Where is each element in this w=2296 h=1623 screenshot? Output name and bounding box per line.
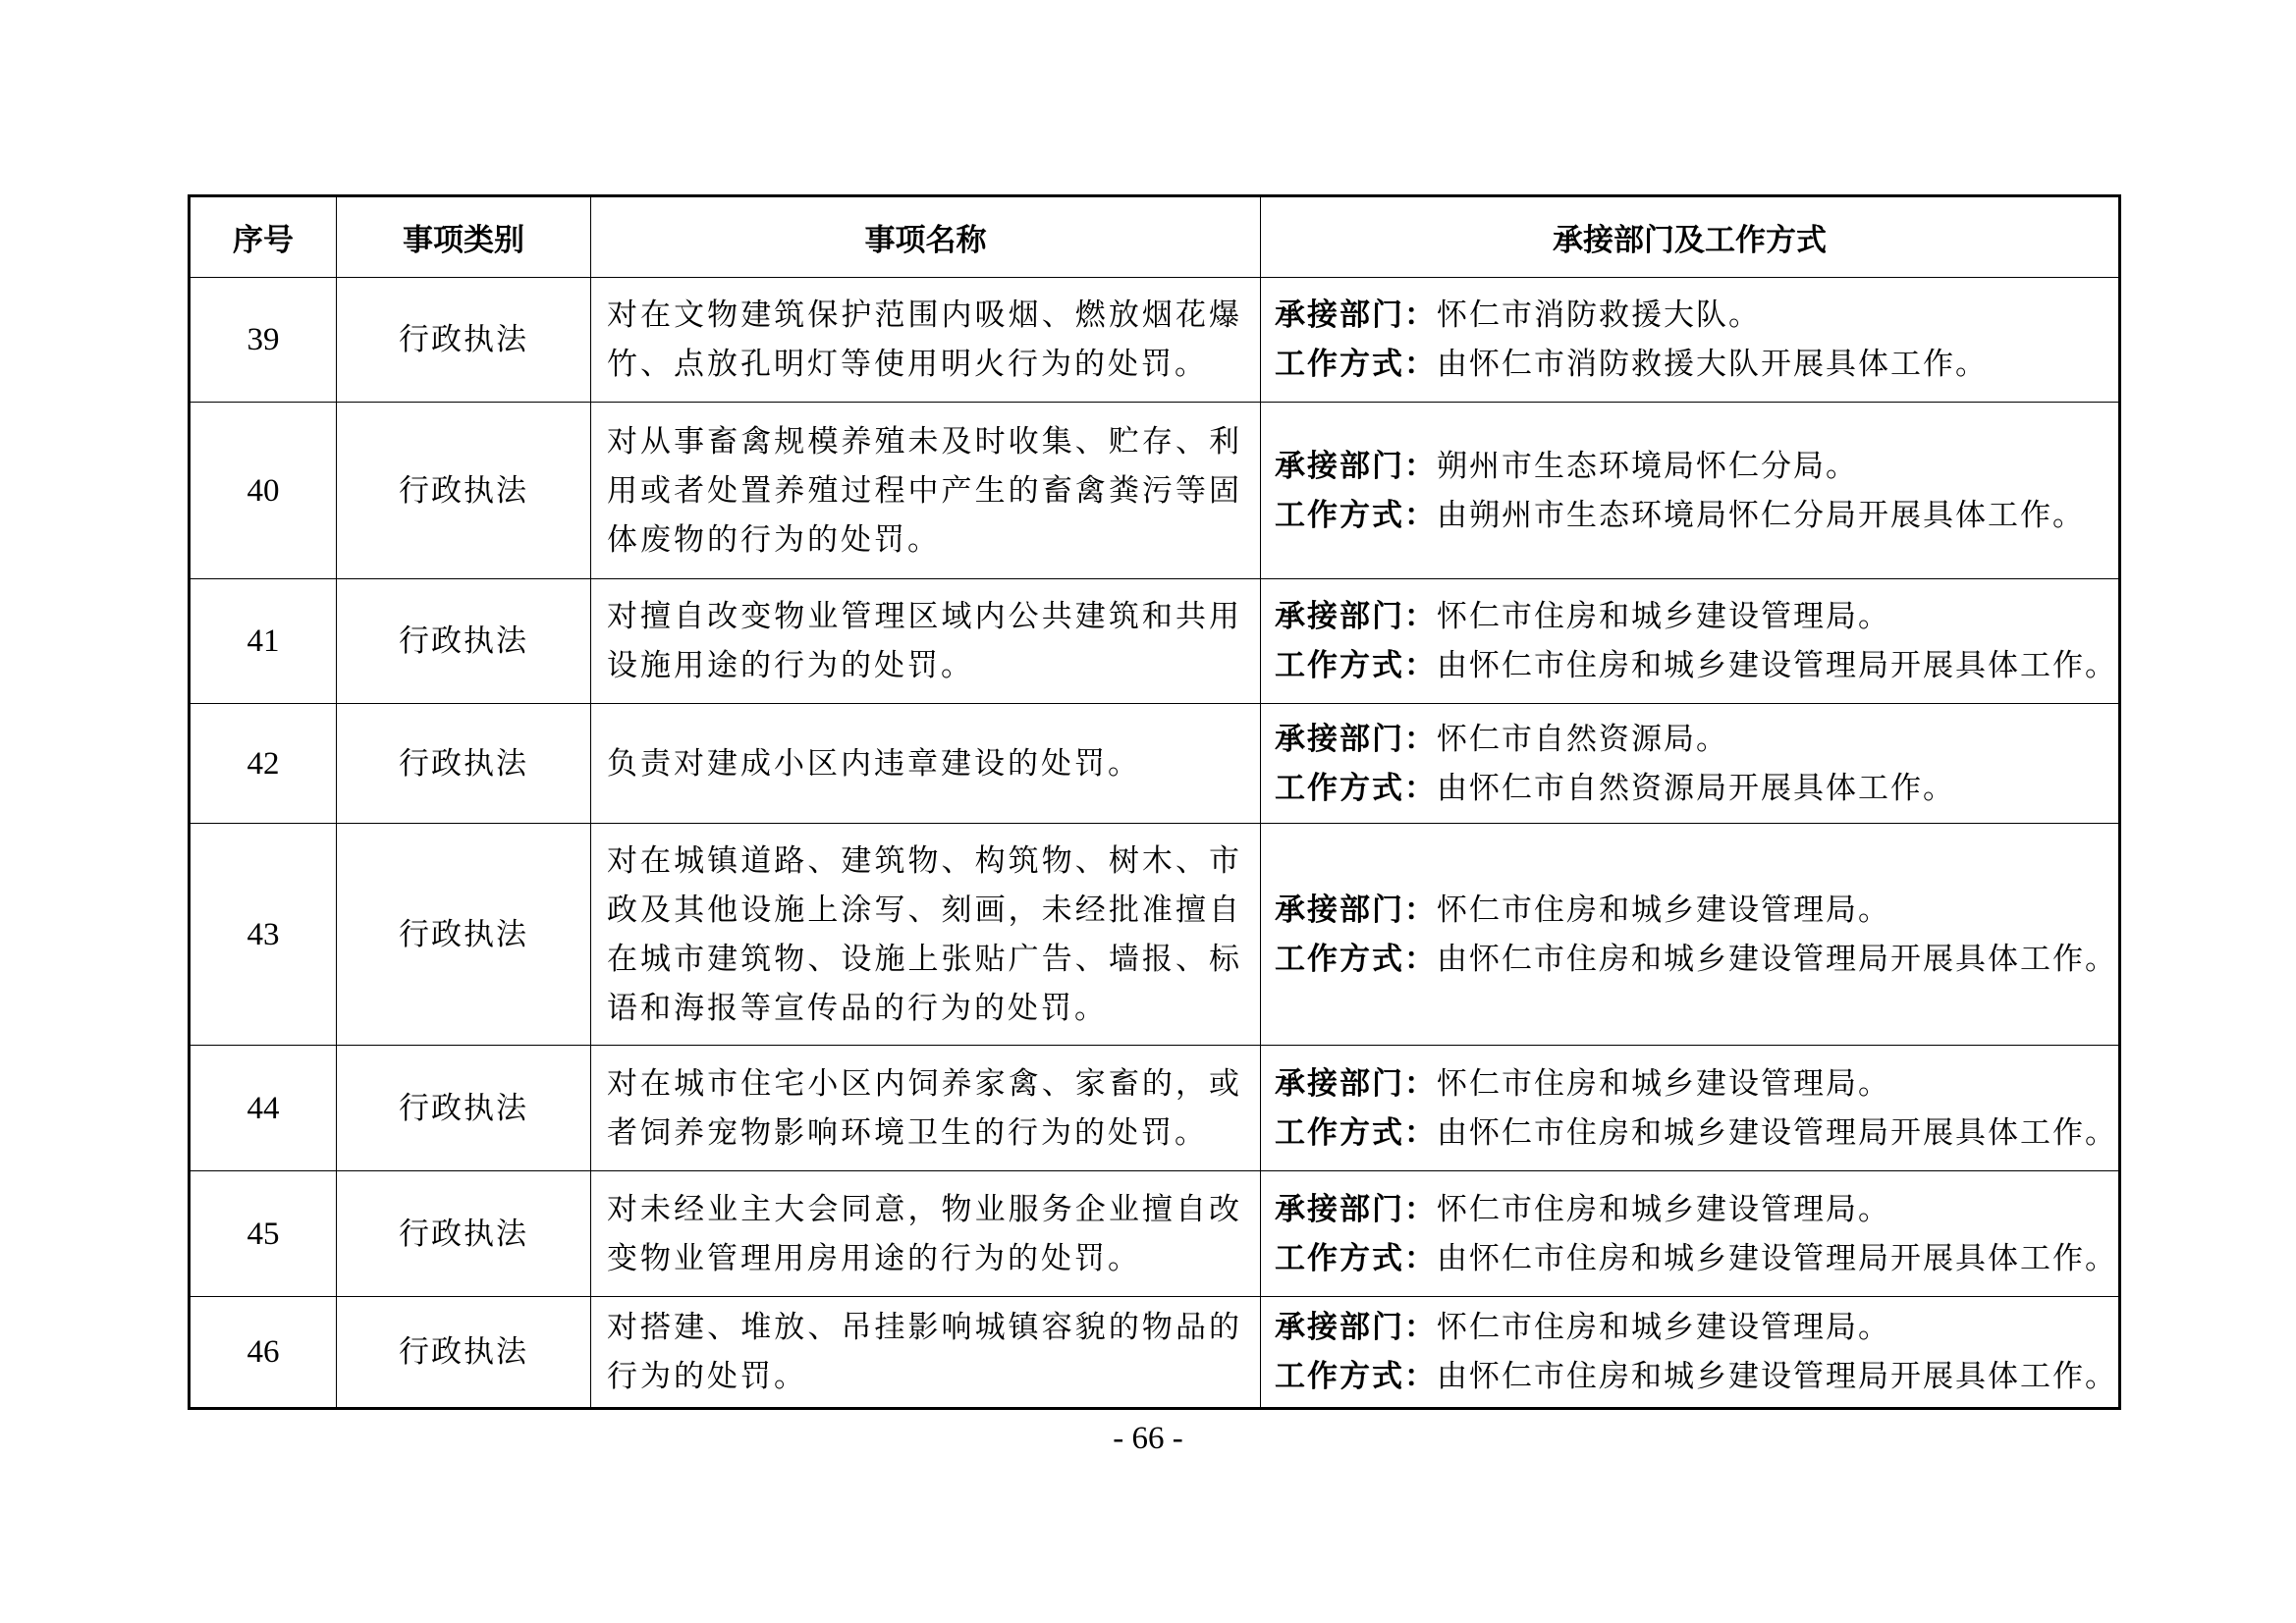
row-category: 行政执法 — [337, 579, 591, 704]
dept-value: 怀仁市住房和城乡建设管理局。 — [1437, 1191, 1890, 1227]
method-label: 工作方式： — [1275, 497, 1437, 533]
row-number: 39 — [190, 278, 337, 403]
row-category: 行政执法 — [337, 1171, 591, 1297]
dept-value: 怀仁市住房和城乡建设管理局。 — [1437, 599, 1890, 634]
method-line — [1275, 764, 2108, 813]
table-row — [190, 278, 2120, 403]
dept-label: 承接部门： — [1275, 599, 1437, 634]
method-label: 工作方式： — [1275, 648, 1437, 683]
method-line — [1275, 1352, 2117, 1401]
dept-label: 承接部门： — [1275, 1065, 1437, 1102]
method-line — [1275, 491, 2108, 540]
method-value: 由怀仁市住房和城乡建设管理局开展具体工作。 — [1437, 1359, 2117, 1394]
table-row — [190, 1297, 2120, 1409]
row-number: 44 — [190, 1046, 337, 1171]
document-table-container — [188, 194, 2118, 1410]
method-line — [1275, 641, 2117, 690]
method-value: 由怀仁市自然资源局开展具体工作。 — [1437, 770, 1955, 806]
method-value: 由朔州市生态环境局怀仁分局开展具体工作。 — [1437, 497, 2085, 533]
table-row — [190, 403, 2120, 579]
method-line — [1275, 1109, 2117, 1158]
row-item-name: 对搭建、堆放、吊挂影响城镇容貌的物品的行为的处罚。 — [591, 1297, 1261, 1409]
dept-value: 怀仁市自然资源局。 — [1437, 721, 1728, 757]
method-value: 由怀仁市消防救援大队开展具体工作。 — [1437, 347, 1988, 382]
row-category: 行政执法 — [337, 278, 591, 403]
dept-value: 怀仁市住房和城乡建设管理局。 — [1437, 1310, 1890, 1345]
method-label: 工作方式： — [1275, 1359, 1437, 1394]
method-value: 由怀仁市住房和城乡建设管理局开展具体工作。 — [1437, 1240, 2117, 1276]
row-dept-cell — [1261, 1046, 2120, 1171]
row-item-name: 对擅自改变物业管理区域内公共建筑和共用设施用途的行为的处罚。 — [591, 579, 1261, 704]
row-dept-cell — [1261, 278, 2120, 403]
row-number: 46 — [190, 1297, 337, 1409]
dept-line — [1275, 1185, 2108, 1234]
method-line — [1275, 340, 2108, 389]
row-category: 行政执法 — [337, 704, 591, 824]
row-item-name: 负责对建成小区内违章建设的处罚。 — [591, 704, 1261, 824]
dept-value: 怀仁市住房和城乡建设管理局。 — [1437, 1065, 1890, 1102]
dept-label: 承接部门： — [1275, 298, 1437, 333]
row-dept-cell — [1261, 1297, 2120, 1409]
page-number: - 66 - — [1113, 1421, 1183, 1456]
row-category: 行政执法 — [337, 403, 591, 579]
dept-line — [1275, 715, 2108, 764]
dept-line — [1275, 1059, 2108, 1109]
header-dept: 承接部门及工作方式 — [1261, 196, 2120, 278]
row-item-name: 对在城市住宅小区内饲养家禽、家畜的，或者饲养宠物影响环境卫生的行为的处罚。 — [591, 1046, 1261, 1171]
row-number: 41 — [190, 579, 337, 704]
method-line — [1275, 1234, 2117, 1283]
dept-line — [1275, 291, 2108, 340]
items-table — [188, 194, 2121, 1410]
dept-label: 承接部门： — [1275, 892, 1437, 928]
dept-label: 承接部门： — [1275, 448, 1437, 484]
method-label: 工作方式： — [1275, 941, 1437, 977]
table-row — [190, 1171, 2120, 1297]
method-line — [1275, 935, 2117, 984]
row-number: 42 — [190, 704, 337, 824]
dept-value: 怀仁市住房和城乡建设管理局。 — [1437, 892, 1890, 928]
dept-label: 承接部门： — [1275, 721, 1437, 757]
dept-line — [1275, 592, 2108, 641]
method-value: 由怀仁市住房和城乡建设管理局开展具体工作。 — [1437, 941, 2117, 977]
table-row — [190, 579, 2120, 704]
row-number: 45 — [190, 1171, 337, 1297]
header-category: 事项类别 — [337, 196, 591, 278]
row-item-name: 对在文物建筑保护范围内吸烟、燃放烟花爆竹、点放孔明灯等使用明火行为的处罚。 — [591, 278, 1261, 403]
method-label: 工作方式： — [1275, 1240, 1437, 1276]
method-value: 由怀仁市住房和城乡建设管理局开展具体工作。 — [1437, 648, 2117, 683]
row-dept-cell — [1261, 403, 2120, 579]
row-category: 行政执法 — [337, 1297, 591, 1409]
dept-line — [1275, 886, 2108, 935]
row-category: 行政执法 — [337, 1046, 591, 1171]
row-dept-cell — [1261, 1171, 2120, 1297]
method-label: 工作方式： — [1275, 770, 1437, 806]
dept-line — [1275, 442, 2108, 491]
dept-label: 承接部门： — [1275, 1191, 1437, 1227]
dept-line — [1275, 1303, 2108, 1352]
dept-label: 承接部门： — [1275, 1310, 1437, 1345]
dept-value: 怀仁市消防救援大队。 — [1437, 298, 1761, 333]
table-row — [190, 1046, 2120, 1171]
row-number: 43 — [190, 824, 337, 1046]
row-item-name: 对未经业主大会同意，物业服务企业擅自改变物业管理用房用途的行为的处罚。 — [591, 1171, 1261, 1297]
row-item-name: 对在城镇道路、建筑物、构筑物、树木、市政及其他设施上涂写、刻画，未经批准擅自在城市建筑物、设施上张贴广告、墙报、标语和海报等宣传品的行为的处罚。 — [591, 824, 1261, 1046]
row-dept-cell — [1261, 824, 2120, 1046]
header-name: 事项名称 — [591, 196, 1261, 278]
row-number: 40 — [190, 403, 337, 579]
row-category: 行政执法 — [337, 824, 591, 1046]
method-label: 工作方式： — [1275, 1114, 1437, 1151]
table-row — [190, 824, 2120, 1046]
row-item-name: 对从事畜禽规模养殖未及时收集、贮存、利用或者处置养殖过程中产生的畜禽粪污等固体废物的行为的处罚。 — [591, 403, 1261, 579]
header-seq: 序号 — [190, 196, 337, 278]
method-label: 工作方式： — [1275, 347, 1437, 382]
row-dept-cell — [1261, 579, 2120, 704]
dept-value: 朔州市生态环境局怀仁分局。 — [1437, 448, 1858, 484]
table-header-row — [190, 196, 2120, 278]
method-value: 由怀仁市住房和城乡建设管理局开展具体工作。 — [1437, 1114, 2117, 1151]
table-row — [190, 704, 2120, 824]
row-dept-cell — [1261, 704, 2120, 824]
